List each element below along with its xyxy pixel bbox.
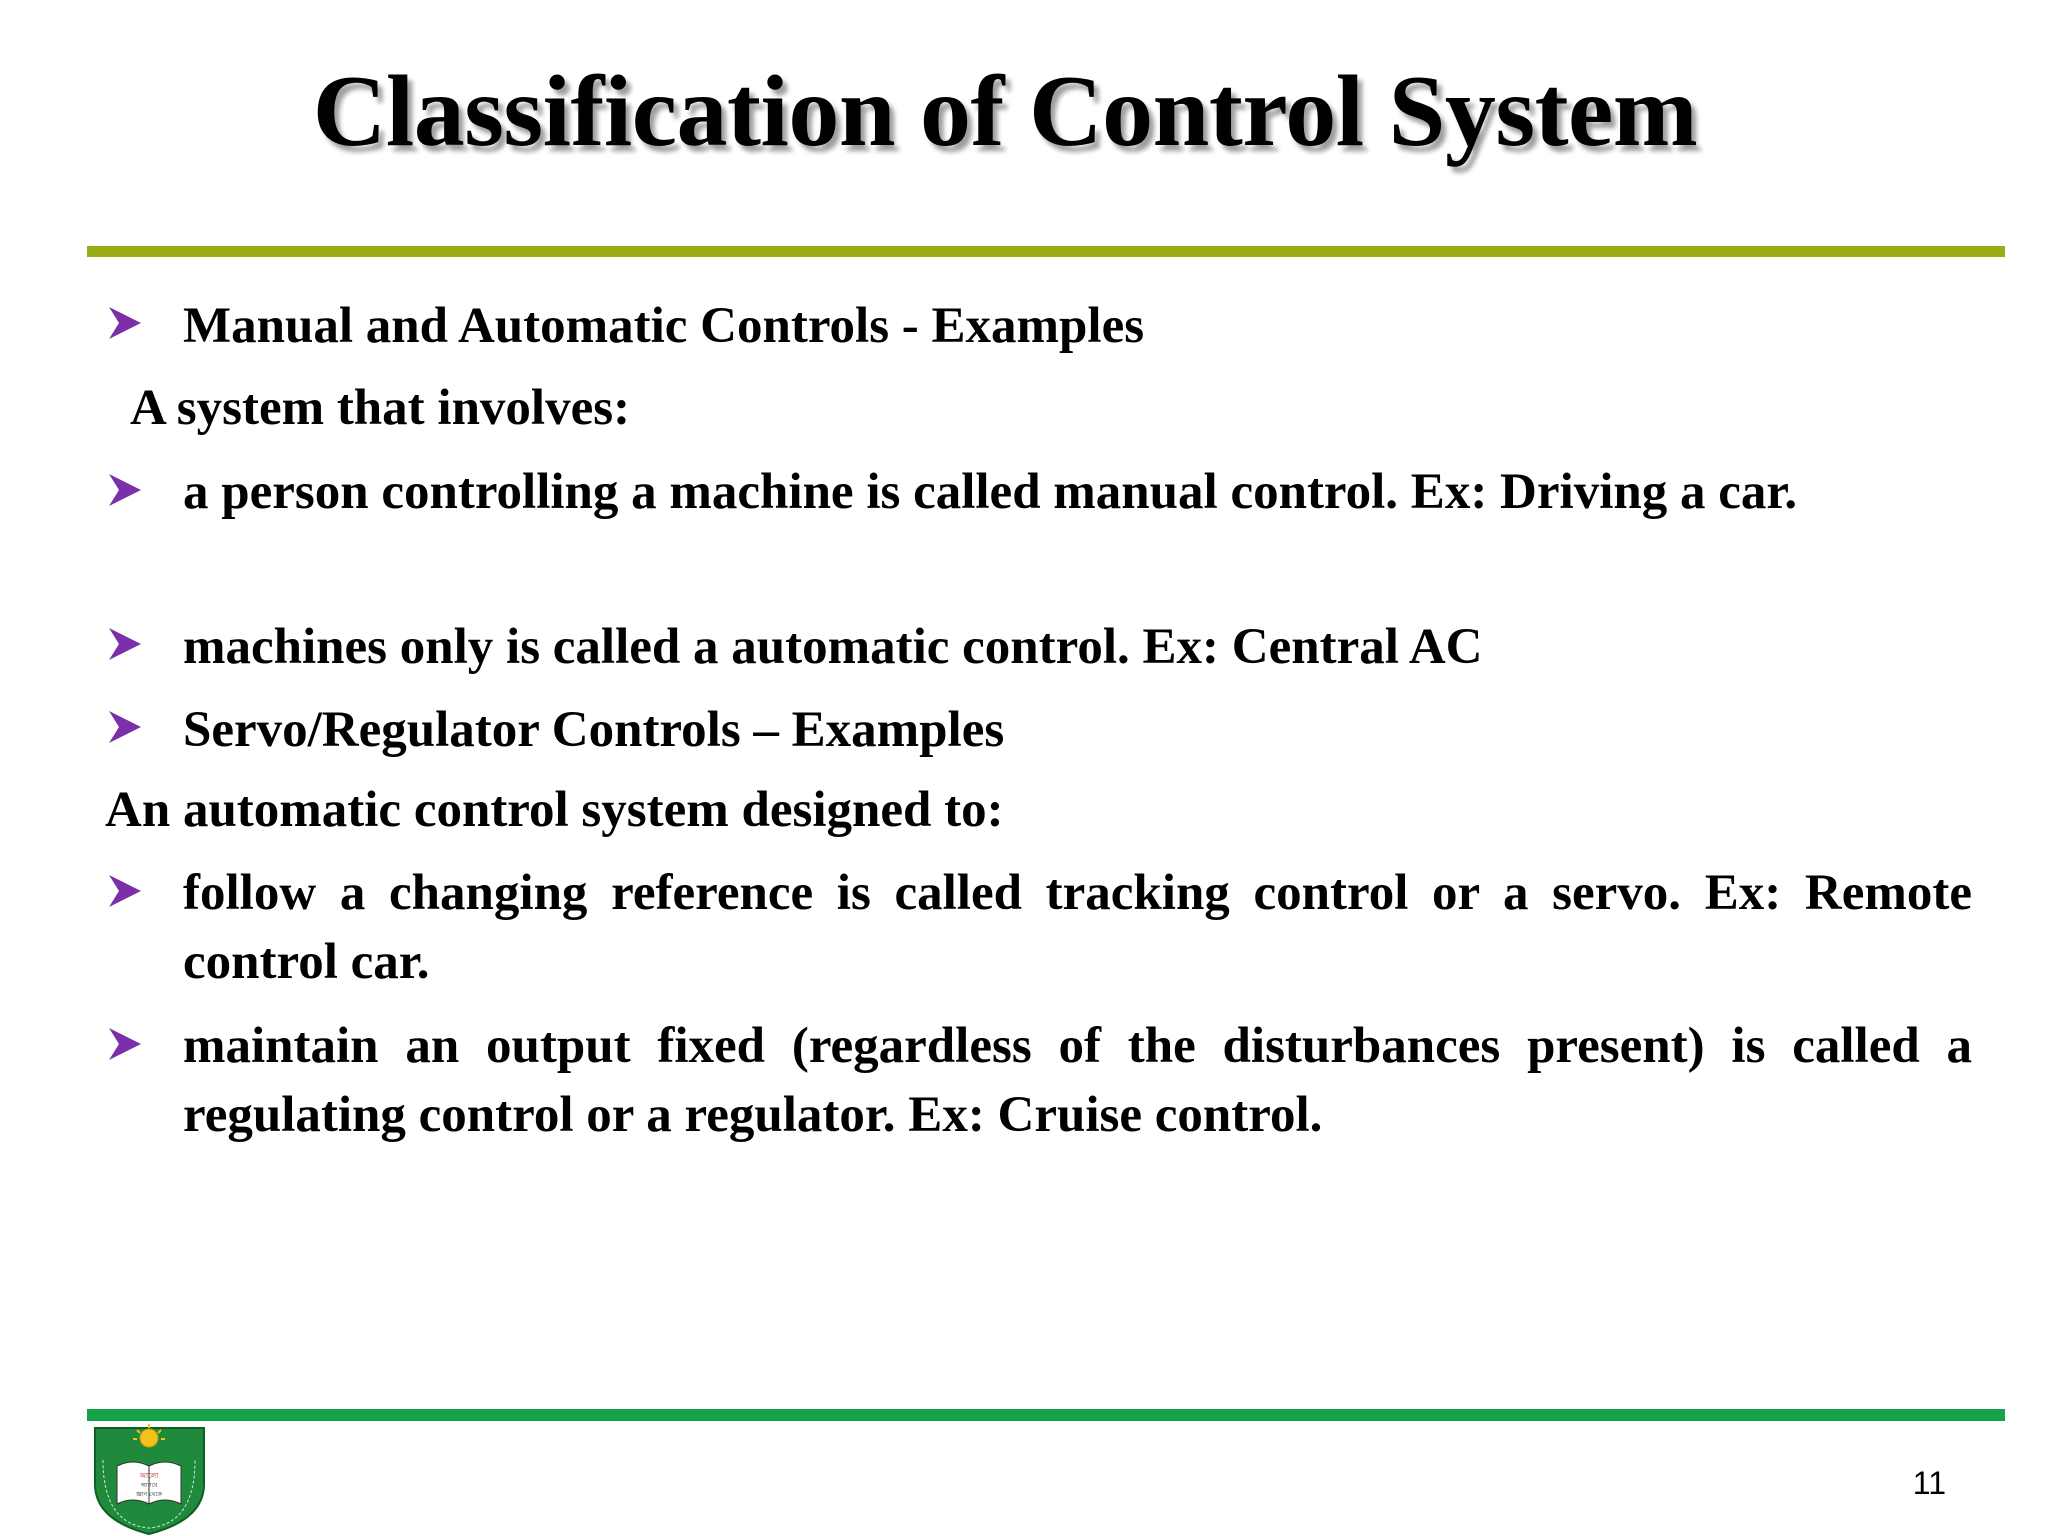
- page-number: 11: [1912, 1465, 1946, 1501]
- arrowhead-bullet-icon: [105, 1024, 145, 1064]
- bullet-item-manual-control: a person controlling a machine is called manual control. Ex: Driving a car.: [183, 464, 1798, 520]
- bullet-item-regulating-control: maintain an output fixed (regardless of the disturbances present) is called a regulating control or a regulator. Ex: Cruise control.: [183, 1018, 1972, 1143]
- bullet-item-manual-automatic: Manual and Automatic Controls - Examples: [183, 298, 1145, 354]
- arrowhead-bullet-icon: [105, 871, 145, 911]
- svg-text:জ্ঞান থেকে: জ্ঞান থেকে: [136, 1491, 162, 1498]
- university-crest-logo: [87, 1424, 212, 1536]
- bullet-item-servo-regulator: Servo/Regulator Controls – Examples: [183, 702, 1005, 758]
- arrowhead-bullet-icon: [105, 470, 145, 510]
- svg-text:আসবে: আসবে: [140, 1482, 158, 1489]
- intro-automatic-system: An automatic control system designed to:: [105, 782, 1004, 838]
- bullet-item-automatic-control: machines only is called a automatic control. Ex: Central AC: [183, 619, 1483, 675]
- svg-text:আলো: আলো: [139, 1472, 159, 1480]
- arrowhead-bullet-icon: [105, 707, 145, 747]
- arrowhead-bullet-icon: [105, 624, 145, 664]
- footer-divider: [87, 1409, 2005, 1421]
- arrowhead-bullet-icon: [105, 303, 145, 343]
- slide-title: Classification of Control System: [312, 55, 1698, 168]
- intro-system-involves: A system that involves:: [130, 380, 631, 436]
- bullet-item-tracking-control: follow a changing reference is called tracking control or a servo. Ex: Remote control car.: [183, 865, 1972, 990]
